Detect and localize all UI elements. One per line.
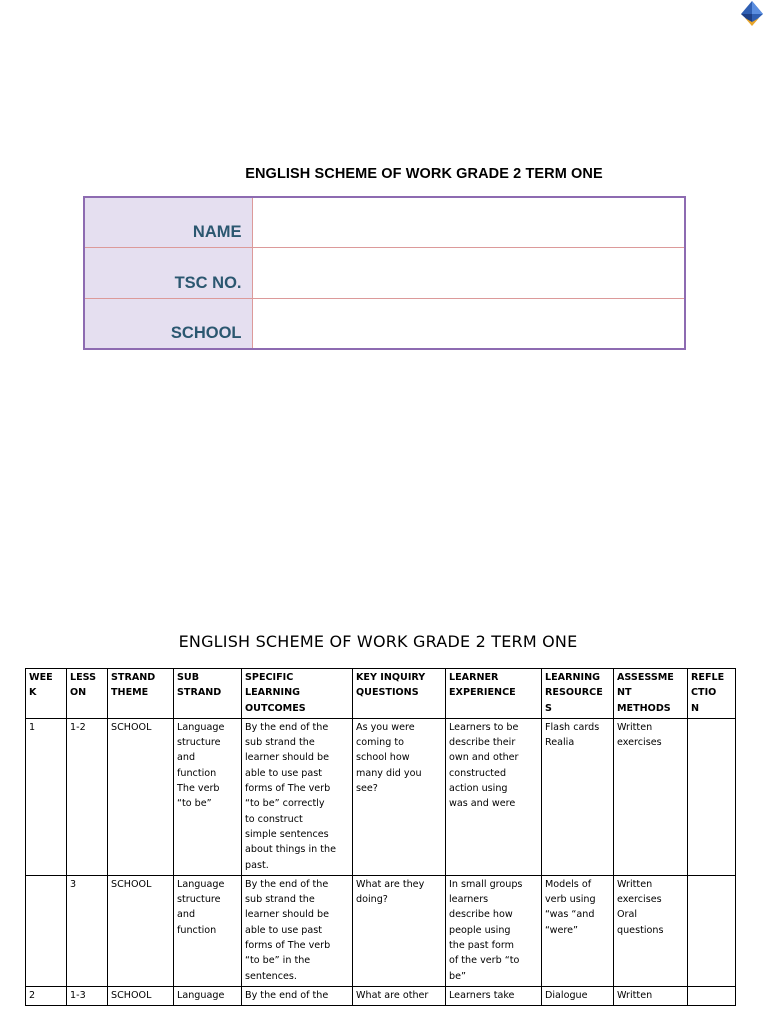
teacher-info-table [83, 196, 686, 350]
table-cell: SCHOOL [108, 986, 174, 1005]
table-cell: SCHOOL [108, 875, 174, 986]
info-value-field[interactable] [252, 197, 685, 248]
table-cell: 1-3 [67, 986, 108, 1005]
info-value-field[interactable] [252, 298, 685, 349]
cover-title: ENGLISH SCHEME OF WORK GRADE 2 TERM ONE [245, 166, 603, 182]
scheme-of-work-table [25, 668, 736, 1006]
table-cell [688, 875, 736, 986]
table-cell: Written [614, 986, 688, 1005]
column-header: LESS ON [67, 669, 108, 719]
table-cell: As you were coming to school how many did you see? [353, 718, 446, 875]
info-label: NAME [84, 197, 252, 248]
table-cell: SCHOOL [108, 718, 174, 875]
column-header: REFLE CTIO N [688, 669, 736, 719]
table-cell: Language [174, 986, 242, 1005]
scheme-title: ENGLISH SCHEME OF WORK GRADE 2 TERM ONE [178, 632, 578, 651]
table-cell: Flash cards Realia [542, 718, 614, 875]
table-cell: By the end of the sub strand the learner should be able to use past forms of The verb “to be” in the sentences. [242, 875, 353, 986]
column-header: WEE K [26, 669, 67, 719]
table-cell [688, 986, 736, 1005]
table-cell: Learners take [446, 986, 542, 1005]
table-header-row [26, 669, 736, 719]
table-cell: 1-2 [67, 718, 108, 875]
table-cell: Models of verb using “was “and “were” [542, 875, 614, 986]
blue-diamond-logo-icon [736, 0, 768, 28]
table-cell [26, 875, 67, 986]
column-header: ASSESSME NT METHODS [614, 669, 688, 719]
column-header: SPECIFIC LEARNING OUTCOMES [242, 669, 353, 719]
table-cell [688, 718, 736, 875]
table-cell: Dialogue [542, 986, 614, 1005]
table-cell: 1 [26, 718, 67, 875]
info-label: SCHOOL [84, 298, 252, 349]
table-cell: Language structure and function [174, 875, 242, 986]
info-label: TSC NO. [84, 248, 252, 299]
table-cell: Written exercises Oral questions [614, 875, 688, 986]
table-cell: In small groups learners describe how people using the past form of the verb “to be” [446, 875, 542, 986]
table-cell: Learners to be describe their own and other constructed action using was and were [446, 718, 542, 875]
table-cell: Language structure and function The verb “to be” [174, 718, 242, 875]
column-header: SUB STRAND [174, 669, 242, 719]
column-header: STRAND THEME [108, 669, 174, 719]
column-header: LEARNER EXPERIENCE [446, 669, 542, 719]
column-header: LEARNING RESOURCE S [542, 669, 614, 719]
info-row-name [84, 197, 685, 248]
info-row-tsc-no [84, 248, 685, 299]
table-cell: What are they doing? [353, 875, 446, 986]
table-row [26, 718, 736, 875]
column-header: KEY INQUIRY QUESTIONS [353, 669, 446, 719]
table-cell: 3 [67, 875, 108, 986]
table-cell: Written exercises [614, 718, 688, 875]
info-value-field[interactable] [252, 248, 685, 299]
info-row-school [84, 298, 685, 349]
table-cell: What are other [353, 986, 446, 1005]
table-cell: 2 [26, 986, 67, 1005]
table-cell: By the end of the [242, 986, 353, 1005]
table-row [26, 875, 736, 986]
table-row [26, 986, 736, 1005]
table-cell: By the end of the sub strand the learner should be able to use past forms of The verb “to be” correctly to construct simple sentences about things in the past. [242, 718, 353, 875]
